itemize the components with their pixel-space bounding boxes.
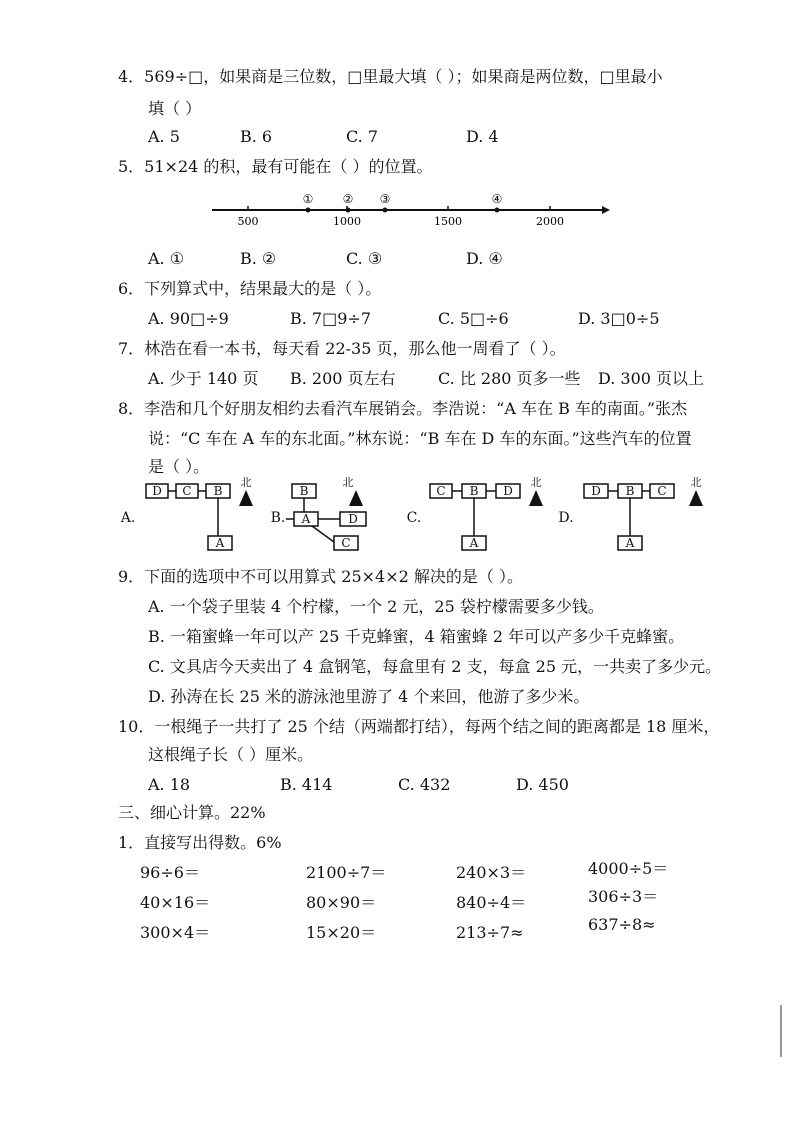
north-arrow-icon (239, 490, 253, 506)
calc-item: 213÷7≈ (456, 923, 524, 942)
q8-text-line2: 说：“C 车在 A 车的东北面。”林东说：“B 车在 D 车的东面。”这些汽车的位置 (148, 429, 692, 448)
svg-text:A: A (215, 536, 225, 550)
tick-label-2000: 2000 (536, 215, 564, 228)
tick-label-500: 500 (237, 215, 259, 228)
svg-text:B: B (469, 484, 479, 498)
q5-option-b: B. ② (240, 249, 277, 268)
diagram-label-a: A. (120, 510, 136, 526)
q8-diagrams (118, 474, 718, 558)
svg-text:D: D (348, 512, 358, 526)
q5-number-line (210, 186, 610, 230)
svg-text:A: A (301, 512, 311, 526)
q7-text: 7．林浩在看一本书，每天看 22-35 页，那么他一周看了（ ）。 (118, 339, 566, 358)
q4-option-d: D. 4 (466, 127, 499, 146)
svg-text:C: C (436, 484, 446, 498)
marker-4: ④ (491, 192, 503, 206)
tick-label-1000: 1000 (333, 215, 361, 228)
svg-text:北: 北 (690, 476, 702, 489)
diagram-label-b: B. (270, 510, 286, 526)
calc-item: 2100÷7＝ (306, 863, 387, 882)
north-arrow-icon (529, 490, 543, 506)
q10-option-a: A. 18 (148, 775, 191, 794)
q7-option-c: C. 比 280 页多一些 (438, 369, 581, 388)
q6-text: 6．下列算式中，结果最大的是（ ）。 (118, 279, 382, 298)
calc-item: 637÷8≈ (588, 915, 656, 934)
q10-option-d: D. 450 (516, 775, 569, 794)
q7-option-d: D. 300 页以上 (598, 369, 705, 388)
q10-text-line2: 这根绳子长（ ）厘米。 (148, 745, 314, 764)
svg-text:D: D (591, 484, 601, 498)
svg-text:B: B (213, 484, 223, 498)
q7-option-a: A. 少于 140 页 (148, 369, 259, 388)
calc-item: 80×90＝ (306, 893, 377, 912)
svg-text:D: D (503, 484, 513, 498)
q6-option-c: C. 5□÷6 (438, 309, 509, 328)
svg-text:北: 北 (342, 476, 354, 489)
north-arrow-icon (349, 490, 363, 506)
q5-option-d: D. ④ (466, 249, 503, 268)
marker-3: ③ (379, 192, 391, 206)
q9-option-b: B. 一箱蜜蜂一年可以产 25 千克蜂蜜，4 箱蜜蜂 2 年可以产多少千克蜂蜜。 (148, 627, 685, 646)
q6-option-a: A. 90□÷9 (148, 309, 229, 328)
q6-option-d: D. 3□0÷5 (578, 309, 660, 328)
q10-text-line1: 10．一根绳子一共打了 25 个结（两端都打结），每两个结之间的距离都是 18 厘米， (118, 717, 720, 736)
q9-option-c: C. 文具店今天卖出了 4 盒钢笔，每盒里有 2 支，每盒 25 元，一共卖了多少元。 (148, 657, 722, 676)
q5-option-a: A. ① (148, 249, 185, 268)
svg-text:A: A (625, 536, 635, 550)
north-label: 北 (240, 476, 252, 489)
q10-option-b: B. 414 (280, 775, 333, 794)
diagram-label-d: D. (558, 510, 574, 526)
calc-item: 15×20＝ (306, 923, 377, 942)
calc-item: 40×16＝ (140, 893, 211, 912)
marker-1: ① (302, 192, 314, 206)
q9-option-d: D. 孙涛在长 25 米的游泳池里游了 4 个来回，他游了多少米。 (148, 687, 590, 706)
svg-text:B: B (299, 484, 309, 498)
section3-heading: 三、细心计算。22% (118, 803, 266, 822)
svg-text:A: A (469, 536, 479, 550)
calc-item: 300×4＝ (140, 923, 211, 942)
svg-text:B: B (625, 484, 635, 498)
q6-option-b: B. 7□9÷7 (290, 309, 371, 328)
calc-item: 840÷4＝ (456, 893, 527, 912)
q4-option-b: B. 6 (240, 127, 273, 146)
north-arrow-icon (689, 490, 703, 506)
page-edge-mark (780, 1005, 782, 1057)
section3-sub1: 1．直接写出得数。6% (118, 833, 282, 852)
q4-text-line2: 填（ ） (148, 99, 202, 118)
q7-option-b: B. 200 页左右 (290, 369, 396, 388)
svg-text:北: 北 (530, 476, 542, 489)
q4-option-c: C. 7 (346, 127, 379, 146)
svg-text:C: C (341, 536, 351, 550)
svg-text:C: C (657, 484, 667, 498)
q9-text: 9．下面的选项中不可以用算式 25×4×2 解决的是（ ）。 (118, 567, 523, 586)
q9-option-a: A. 一个袋子里装 4 个柠檬，一个 2 元，25 袋柠檬需要多少钱。 (148, 597, 604, 616)
calc-item: 240×3＝ (456, 863, 527, 882)
q8-text-line1: 8．李浩和几个好朋友相约去看汽车展销会。李浩说：“A 车在 B 车的南面。”张杰 (118, 399, 688, 418)
q4-option-a: A. 5 (148, 127, 180, 146)
marker-2: ② (342, 192, 354, 206)
q5-text: 5．51×24 的积，最有可能在（ ）的位置。 (118, 157, 433, 176)
calc-item: 4000÷5＝ (588, 859, 669, 878)
calc-item: 306÷3＝ (588, 887, 659, 906)
q4-text-line1: 4．569÷□，如果商是三位数，□里最大填（ ）；如果商是两位数，□里最小 (118, 67, 663, 86)
svg-text:C: C (182, 484, 192, 498)
tick-label-1500: 1500 (434, 215, 462, 228)
q8-text-line3: 是（ ）。 (148, 457, 210, 476)
q10-option-c: C. 432 (398, 775, 451, 794)
diagram-label-c: C. (406, 510, 422, 526)
calc-item: 96÷6＝ (140, 863, 200, 882)
number-line-arrow (602, 206, 610, 214)
q5-option-c: C. ③ (346, 249, 383, 268)
svg-text:D: D (152, 484, 162, 498)
